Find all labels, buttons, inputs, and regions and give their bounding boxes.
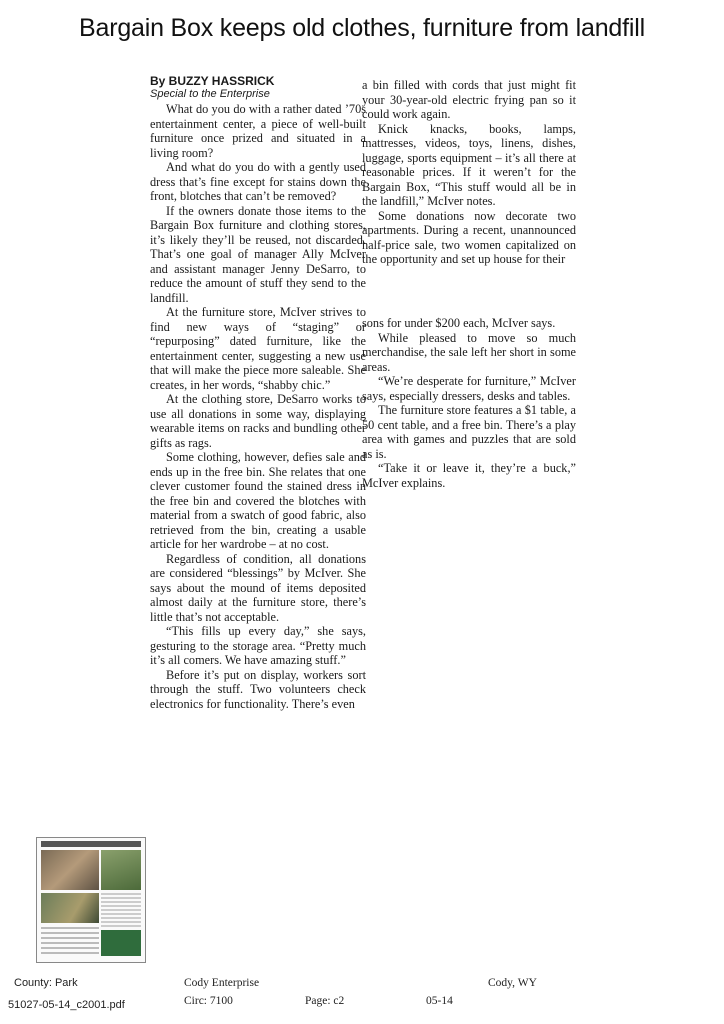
paragraph: The furniture store features a $1 table, a 50 cent table, and a free bin. There’s a play area with games and puzzles that are sold as is. [362,403,576,461]
paragraph: a bin filled with cords that just might fit your 30-year-old electric frying pan so it could work again. [362,78,576,121]
headline: Bargain Box keeps old clothes, furniture from landfill [79,14,645,42]
footer-page: Page: c2 [305,995,345,1007]
thumbnail-photo [101,850,141,890]
paragraph: If the owners donate those items to the Bargain Box furniture and clothing stores, it’s likely they’ll be reused, not discarded. That’s one goal of manager Ally McIver and assistant manager Jenny DeSarro, to reduce the amount of stuff they send to the landfill. [150,203,366,305]
thumbnail-text-line [41,952,99,954]
paragraph: What do you do with a rather dated ’70s entertainment center, a piece of well-built furniture once prized and situated in a living room? [150,102,366,160]
thumbnail-ad [101,930,141,956]
page-thumbnail [36,837,146,963]
paragraph: Knick knacks, books, lamps, mattresses, videos, toys, linens, dishes, luggage, sports equipment – it’s all there at reasonable prices. If it weren’t for the Bargain Box, “This stuff would all be in the landfill,” McIver notes. [362,121,576,208]
thumbnail-text-line [41,927,99,929]
paragraph: At the clothing store, DeSarro works to use all donations in some way, displaying wearable items on racks and bundling other gifts as rags. [150,392,366,450]
article-column-2-top [362,78,576,267]
paragraph: Regardless of condition, all donations are considered “blessings” by McIver. She says about the mound of items deposited almost daily at the furniture store, there’s little that’s not acceptable. [150,551,366,624]
footer-publication: Cody Enterprise [184,977,260,989]
paragraph: “Take it or leave it, they’re a buck,” McIver explains. [362,461,576,490]
thumbnail-photo [41,850,99,890]
footer-date: 05-14 [426,995,453,1007]
footer-location: Cody, WY [488,977,537,989]
paragraph: Before it’s put on display, workers sort through the stuff. Two volunteers check electronics for functionality. There’s even [150,667,366,711]
article-column-2-bottom [362,316,576,490]
thumbnail-text-line [41,942,99,944]
thumbnail-text-line [41,947,99,949]
paragraph: Some clothing, however, defies sale and ends up in the free bin. She relates that one clever customer found the stained dress in the free bin and covered the blotches with material from a swatch of good fabric, also retrieved from the bin, creating a usable article for her wardrobe – at no cost. [150,450,366,551]
thumbnail-text-block [101,893,141,927]
thumbnail-text-line [41,937,99,939]
thumbnail-headline [41,841,141,847]
footer-filename: 51027-05-14_c2001.pdf [8,999,125,1011]
paragraph: “This fills up every day,” she says, gesturing to the storage area. “Pretty much it’s all comers. We have amazing stuff.” [150,624,366,667]
paragraph: “We’re desperate for furniture,” McIver says, especially dressers, desks and tables. [362,374,576,403]
byline-credit: Special to the Enterprise [150,88,270,100]
thumbnail-photo [41,893,99,923]
byline: By BUZZY HASSRICK [150,74,275,88]
footer-county: County: Park [14,977,78,989]
thumbnail-text-line [41,932,99,934]
article-column-1 [150,74,366,711]
paragraph: And what do you do with a gently used dress that’s fine except for stains down the front, blotches that can’t be removed? [150,160,366,203]
paragraph: sons for under $200 each, McIver says. [362,316,556,330]
footer-circulation: Circ: 7100 [184,995,233,1007]
paragraph: While pleased to move so much merchandise, the sale left her short in some areas. [362,330,576,374]
paragraph: At the furniture store, McIver strives to find new ways of “staging” or “repurposing” dated furniture, like the entertainment center, suggesting a new use that will make the piece more saleable. She creates, in her words, “shabby chic.” [150,305,366,392]
paragraph: Some donations now decorate two apartments. During a recent, unannounced half-price sale, two women capitalized on the opportunity and set up house for their [362,208,576,266]
